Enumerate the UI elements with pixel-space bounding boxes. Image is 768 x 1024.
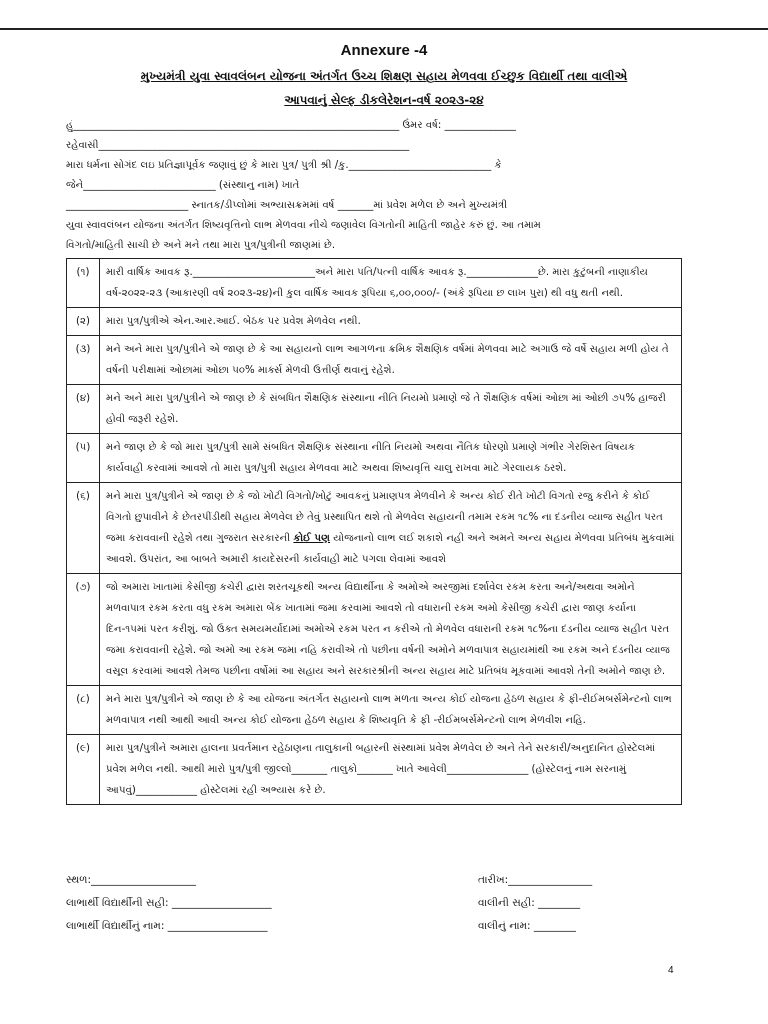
declaration-intro	[66, 116, 682, 256]
intro-scheme: યુવા સ્વાવલંબન યોજના અંતર્ગત શિષ્યવૃત્તિનો લાભ મેળવવા નીચે જણાવેલ વિગતોની માહિતી જાહેર કરું છું. આ તમામ	[66, 220, 541, 231]
table-row	[67, 735, 682, 805]
item-text: મારા પુત્ર/પુત્રીએ એન.આર.આઈ. બેઠક પર પ્રવેશ મેળવેલ નથી.	[100, 308, 682, 336]
item-text-part: મને મારા પુત્ર/પુત્રીને એ જાણ છે કે જો ખોટી વિગતો/ખોટું આવકનું પ્રમાણપત્ર મેળવીને કે અન્ય કોઈ રીતે ખોટી વિગતો રજુ કરીને કે કોઈ વિગતો છુપાવીને કે છેતરપીંડીથી સહાય મેળવેલ છે તેવું પ્રસ્થાપિત થશે તો મેળવેલ સહાયની તમામ રકમ ૧૮% ના દંડનીય વ્યાજ સહીત પરત જમા કરાવવાની રહેશે તથા ગુજરાત સરકારની	[106, 491, 663, 544]
intro-oath: મારા ધર્મના સોગંદ લઇ પ્રતિજ્ઞાપૂર્વક જણાવું છું કે મારા પુત્ર/ પુત્રી શ્રી /કુ.____________________________ કે	[66, 160, 502, 171]
title-line-1: મુખ્યમંત્રી યુવા સ્વાવલંબન યોજના અંતર્ગત ઉચ્ચ શિક્ષણ સહાય મેળવવા ઈચ્છુક વિદ્યાર્થી તથા વાલીએ	[140, 69, 628, 83]
intro-course: ________________________ સ્નાતક/ડીપ્લોમાં અભ્યાસક્રમમાં વર્ષ _______માં પ્રવેશ મળેલ છે અને મુખ્યમંત્રી	[66, 200, 508, 211]
declaration-table	[66, 258, 682, 805]
intro-institution: જેને__________________________ (સંસ્થાનુ નામ) ખાતે	[66, 180, 300, 191]
item-text: મને જાણ છે કે જો મારા પુત્ર/પુત્રી સામે સંબધિત શૈક્ષણિક સંસ્થાના નીતિ નિયમો અથવા નૈતિક ધોરણો પ્રમાણે ગંભીર ગેરશિસ્ત વિષયક કાર્યવાહી કરવામાં આવશે તો મારા પુત્ર/પુત્રી સહાય મેળવવા માટે અથવા શિષ્યવૃત્તિ ચાલુ રાખવા માટે ગેરલાયક ઠરશે.	[100, 434, 682, 483]
top-rule	[0, 28, 768, 30]
parent-name-field: વાલીનું નામ: ________	[478, 920, 576, 932]
parent-signature-field: વાલીની સહી: ________	[478, 897, 581, 909]
page-number: 4	[668, 965, 674, 976]
item-number: (૩)	[67, 336, 100, 385]
item-number: (૧)	[67, 259, 100, 308]
footer-row-signatures	[66, 897, 682, 920]
item-text: મને અને મારા પુત્ર/પુત્રીને એ જાણ છે કે આ સહાયનો લાભ આગળના ક્રમિક શૈક્ષણિક વર્ષમાં મેળવવા માટે અગાઉ જે વર્ષે સહાય મળી હોય તે વર્ષની પરીક્ષામાં ઓછામાં ઓછા ૫૦% માર્ક્સ મેળવી ઉત્તીર્ણ થવાનું રહેશે.	[100, 336, 682, 385]
item-text: મારા પુત્ર/પુત્રીને અમારા હાલના પ્રવર્તમાન રહેઠાણના તાલુકાની બહારની સંસ્થામાં પ્રવેશ મેળવેલ છે અને તેને સરકારી/અનુદાનિત હોસ્ટેલમાં પ્રવેશ મળેલ નથી. આથી મારો પુત્ર/પુત્રી જીલ્લો_______ તાલુકો_______ ખાતે આવેલી________________ (હોસ્ટેલનું નામ સરનામું આપવું)____________ હોસ્ટેલમાં રહી અભ્યાસ કરે છે.	[100, 735, 682, 805]
item-number: (૭)	[67, 574, 100, 686]
student-signature-field: લાભાર્થી વિદ્યાર્થીની સહી: ___________________	[66, 897, 272, 909]
table-row	[67, 308, 682, 336]
intro-name-age: હું________________________________________________________________ ઉંમર વર્ષ: ______________	[66, 120, 516, 131]
title-line-2: આપવાનું સેલ્ફ ડીકલેરેશન-વર્ષ ૨૦૨૩-૨૪	[284, 93, 484, 107]
table-row	[67, 259, 682, 308]
student-name-field: લાભાર્થી વિદ્યાર્થીનું નામ: ___________________	[66, 920, 268, 932]
place-field: સ્થળ:____________________	[66, 874, 196, 886]
item-text: મારી વાર્ષિક આવક રૂ.________________________અને મારા પતિ/પત્ની વાર્ષિક આવક રૂ.______________છે. મારા કુટુંબની નાણાકીય વર્ષ-૨૦૨૨-૨૩ (આકારણી વર્ષ ૨૦૨૩-૨૪)ની કુલ વાર્ષિક આવક રૂપિયા ૬,૦૦,૦૦૦/- (અંકે રૂપિયા છ લાખ પુરા) થી વધુ થતી નથી.	[100, 259, 682, 308]
item-text: જો અમારા ખાતામાં કેસીજી કચેરી દ્વારા શરતચૂકથી અન્ય વિદ્યાર્થીના કે અમોએ અરજીમાં દર્શાવેલ રકમ કરતા અને/અથવા અમોને મળવાપાત્ર રકમ કરતા વધુ રકમ અમારા બેંક ખાતામાં જમા કરવામાં આવશે તો વધારાની રકમ અમો કેસીજી કચેરી દ્વારા જાણ કર્યાના દિન-૧૫માં પરત કરીશું. જો ઉક્ત સમયમર્યાદામાં અમોએ રકમ પરત ન કરીએ તો મેળવેલ વધારાની રકમ ૧૮%ના દંડનીય વ્યાજ સહીત પરત જમા કરાવવાની રહેશે. જો અમો આ રકમ જમા નહિ કરાવીએ તો પછીના વર્ષની અમોને મળવાપાત્ર સહાયમાંથી આ રકમ અને દંડનીય વ્યાજ વસૂલ કરવામાં આવશે તેમજ પછીના વર્ષોમાં આ સહાય અને સરકારશ્રીની અન્ય સહાય માટે પ્રતિબંધ મૂકવામાં આવશે તેની અમોને જાણ છે.	[100, 574, 682, 686]
table-row	[67, 434, 682, 483]
table-row	[67, 686, 682, 735]
item-number: (૫)	[67, 434, 100, 483]
item-number: (૮)	[67, 686, 100, 735]
intro-residence: રહેવાસી_____________________________________________________________	[66, 140, 410, 151]
document-title	[60, 64, 708, 112]
item-text	[100, 483, 682, 574]
item-text: મને અને મારા પુત્ર/પુત્રીને એ જાણ છે કે સંબધિત શૈક્ષણિક સંસ્થાના નીતિ નિયમો પ્રમાણે જે તે શૈક્ષણિક વર્ષમાં ઓછા માં ઓછી ૭૫% હાજરી હોવી જરૂરી રહેશે.	[100, 385, 682, 434]
table-row	[67, 574, 682, 686]
item-number: (૨)	[67, 308, 100, 336]
intro-truth: વિગતો/માહિતી સાચી છે અને મને તથા મારા પુત્ર/પુત્રીની જાણમાં છે.	[66, 240, 336, 251]
date-field: તારીખ:________________	[478, 874, 593, 886]
item-number: (૯)	[67, 735, 100, 805]
footer-row-names	[66, 920, 682, 943]
table-row	[67, 336, 682, 385]
annexure-heading: Annexure -4	[340, 42, 428, 59]
table-row	[67, 385, 682, 434]
item-number: (૪)	[67, 385, 100, 434]
item-text-part: યોજનાનો લાભ લઈ શકાશે નહી અને અમને અન્ય સહાય મેળવવા પ્રતિબંધ મુકવામાં આવશે. ઉપરાંત, આ બાબતે અમારી કાયદેસરની કાર્યવાહી માટે પગલા લેવામાં આવશે	[106, 533, 675, 565]
emphasis-any: કોઈ પણ	[293, 533, 331, 544]
item-text: મને મારા પુત્ર/પુત્રીને એ જાણ છે કે આ યોજના અંતર્ગત સહાયનો લાભ મળતા અન્ય કોઈ યોજના હેઠળ સહાય કે ફી-રીઈમબર્સમેન્ટનો લાભ મળવાપાત્ર નથી આથી આવી અન્ય કોઈ યોજના હેઠળ સહાય કે શિષ્યવૃતિ કે ફી -રીઈમબર્સમેન્ટનો લાભ મેળવીશ નહિ.	[100, 686, 682, 735]
table-row	[67, 483, 682, 574]
footer-row-place-date	[66, 874, 682, 897]
signature-block	[66, 874, 682, 943]
item-number: (૬)	[67, 483, 100, 574]
